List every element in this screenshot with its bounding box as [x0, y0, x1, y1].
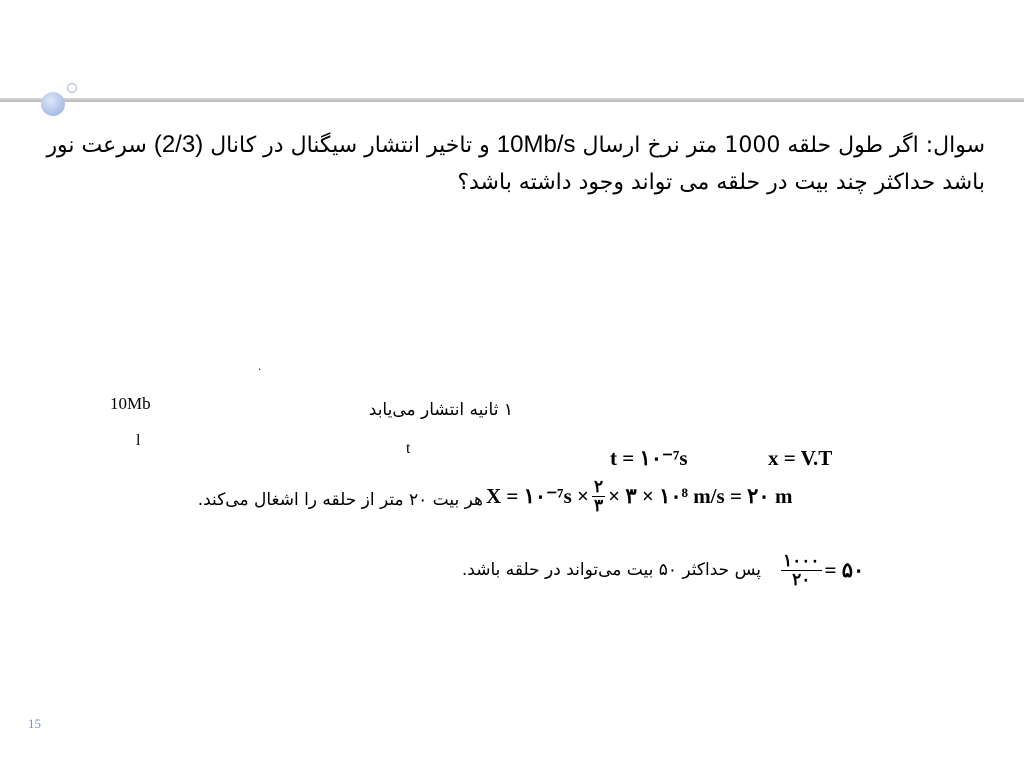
question-text: [40, 126, 985, 201]
fraction-denominator: ۳: [593, 496, 604, 515]
fraction-denominator: ۲۰: [792, 570, 811, 589]
label-one-second: ۱ ثانیه انتشار می‌یابد: [368, 400, 513, 420]
solution-scan: [88, 362, 918, 622]
bit-length-eq-start: X = ۱۰⁻⁷: [486, 484, 564, 508]
header-divider: [0, 98, 1024, 102]
max-bits-result: = ۵۰: [824, 558, 865, 582]
fraction-numerator: ۲: [593, 477, 604, 496]
question-part-3: سرعت نور باشد حداکثر چند بیت در حلقه می تواند وجود داشته باشد؟: [46, 133, 985, 195]
decorative-circle-small: [67, 83, 77, 93]
scan-mark: .: [258, 362, 262, 373]
max-bits-equation: [778, 552, 864, 589]
question-part-2: و تاخیر انتشار سیگنال در کانال: [203, 133, 497, 158]
bit-length-eq-end: × ۳ × ۱۰⁸ m/s = ۲۰ m: [608, 484, 793, 508]
question-ratio: (2/3): [153, 131, 204, 158]
equation-time: t = ۱۰⁻⁷s: [610, 446, 688, 470]
decorative-circle-large: [41, 92, 65, 116]
label-length: l: [136, 432, 141, 449]
bit-length-equation: X = ۱۰⁻⁷ s × $\frac{۲}{۳}$ × ۳ × ۱۰⁸ m/s = ۲۰ m: [486, 477, 793, 515]
equation-distance: x = V.T: [768, 446, 833, 470]
page-number: 15: [28, 716, 41, 731]
fraction-numerator: ۱۰۰۰: [783, 551, 820, 570]
question-rate: 10Mb/s: [496, 131, 576, 158]
question-part-1: سوال: اگر طول حلقه 1000 متر نرخ ارسال: [575, 133, 985, 158]
bit-length-unit: s: [563, 484, 572, 508]
max-bits-text: پس حداکثر ۵۰ بیت می‌تواند در حلقه باشد.: [461, 560, 761, 580]
bit-length-text: هر بیت ۲۰ متر از حلقه را اشغال می‌کند.: [197, 490, 483, 510]
fraction-length-over-bit: [781, 552, 822, 589]
label-10mb: 10Mb: [110, 394, 151, 413]
label-time: t: [406, 440, 411, 457]
fraction-two-thirds: [592, 478, 605, 515]
